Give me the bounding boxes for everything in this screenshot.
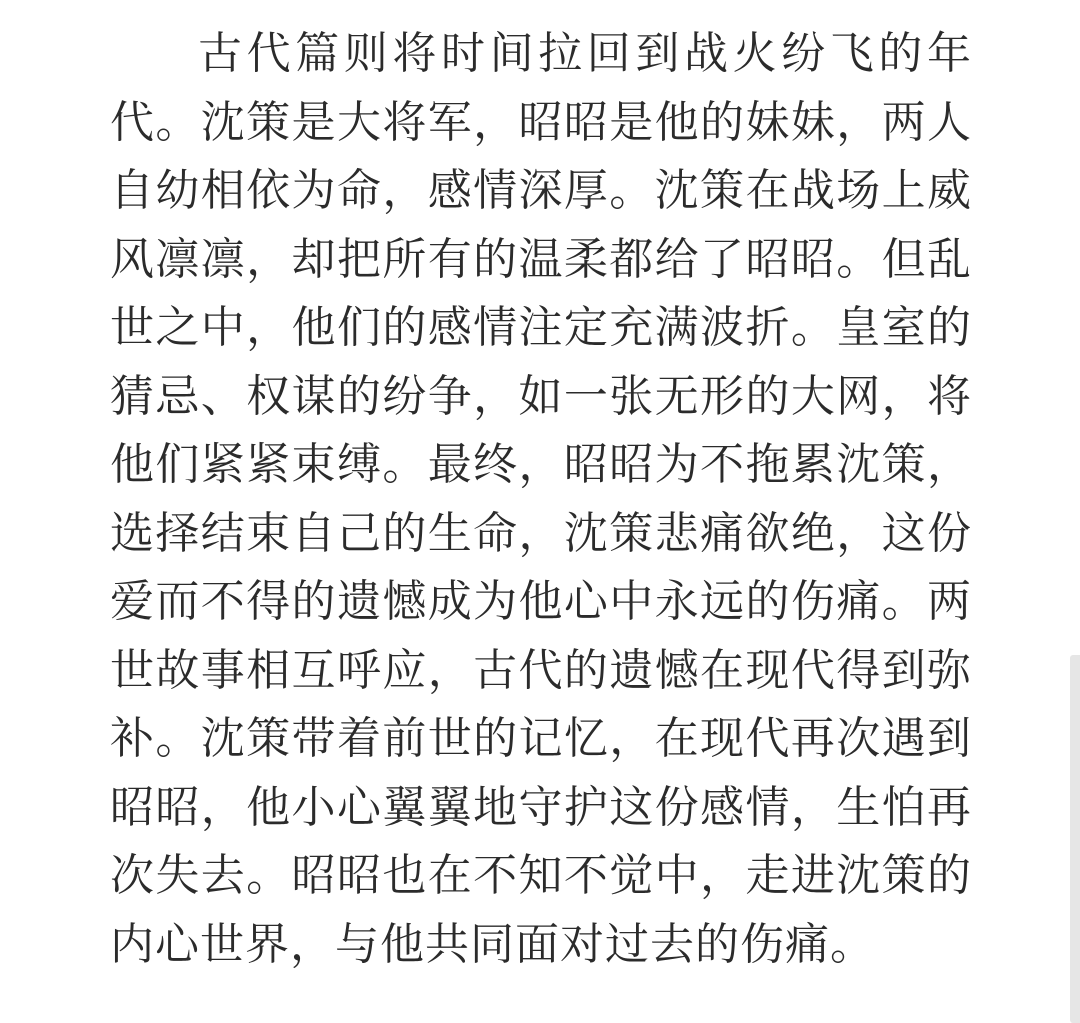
scrollbar[interactable] [1070,655,1080,1023]
article-paragraph: 古代篇则将时间拉回到战火纷飞的年代。沈策是大将军，昭昭是他的妹妹，两人自幼相依为命，感情深厚。沈策在战场上威风凛凛，却把所有的温柔都给了昭昭。但乱世之中，他们的感情注定充满波折。皇室的猜忌、权谋的纷争，如一张无形的大网，将他们紧紧束缚。最终，昭昭为不拖累沈策，选择结束自己的生命，沈策悲痛欲绝，这份爱而不得的遗憾成为他心中永远的伤痛。两世故事相互呼应，古代的遗憾在现代得到弥补。沈策带着前世的记忆，在现代再次遇到昭昭，他小心翼翼地守护这份感情，生怕再次失去。昭昭也在不知不觉中，走进沈策的内心世界，与他共同面对过去的伤痛。 [110,28,972,970]
